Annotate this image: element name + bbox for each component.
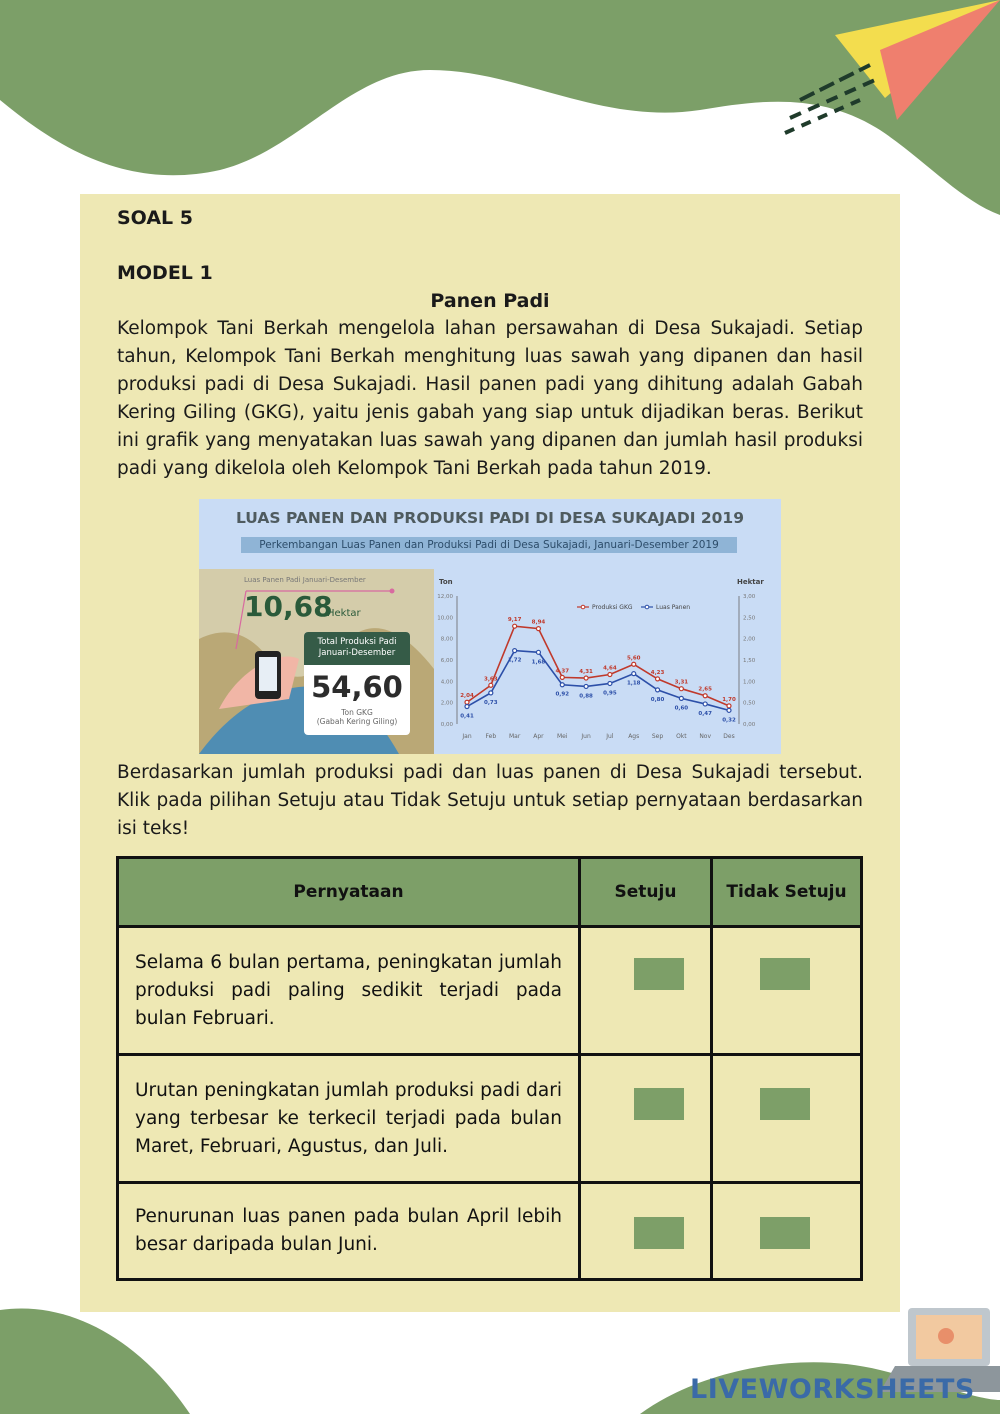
infographic-subtitle: Perkembangan Luas Panen dan Produksi Padi di Desa Sukajadi, Januari-Desember 2019 — [241, 537, 737, 553]
data-point — [632, 662, 636, 666]
data-point — [489, 691, 493, 695]
header-tidak-setuju: Tidak Setuju — [710, 856, 863, 928]
data-label: 0,95 — [603, 690, 617, 697]
passage-title: Panen Padi — [430, 290, 550, 312]
legend-label: Luas Panen — [656, 604, 691, 611]
x-tick-label: Ags — [628, 733, 640, 740]
data-label: 1,68 — [531, 659, 546, 666]
y-left-tick: 4,00 — [440, 679, 453, 686]
data-label: 0,60 — [674, 705, 689, 712]
instruction-text: Berdasarkan jumlah produksi padi dan luas panen di Desa Sukajadi tersebut. Klik pada pilihan Setuju atau Tidak Setuju untuk setiap pernyataan berdasarkan isi teks! — [117, 762, 863, 839]
y-left-tick: 8,00 — [440, 636, 453, 643]
data-label: 0,73 — [484, 699, 498, 706]
tidak-setuju-option-1[interactable] — [760, 958, 810, 990]
data-point — [727, 708, 731, 712]
production-line-chart — [199, 499, 781, 754]
setuju-option-2[interactable] — [634, 1088, 684, 1120]
luas-panen-value: 10,68 — [244, 590, 333, 623]
x-tick-label: Nov — [699, 733, 712, 740]
data-point — [513, 624, 517, 628]
x-tick-label: Mei — [556, 733, 568, 740]
data-point — [584, 676, 588, 680]
y-right-tick: 1,00 — [743, 679, 756, 686]
tidak-setuju-option-2[interactable] — [760, 1088, 810, 1120]
setuju-option-1[interactable] — [634, 958, 684, 990]
soal-label: SOAL 5 — [117, 207, 193, 229]
y-right-tick: 1,50 — [743, 658, 756, 664]
tidak-setuju-cell-3 — [710, 1181, 863, 1281]
data-point — [536, 627, 540, 631]
legend-marker — [645, 605, 649, 609]
setuju-option-3[interactable] — [634, 1217, 684, 1249]
setuju-cell-3 — [578, 1181, 713, 1281]
data-point — [703, 694, 707, 698]
y-left-tick: 2,00 — [440, 700, 453, 707]
header-pernyataan: Pernyataan — [116, 856, 581, 928]
data-point — [727, 704, 731, 708]
produksi-card-header: Total Produksi Padi Januari-Desember — [304, 632, 410, 665]
statement-1: Selama 6 bulan pertama, peningkatan jumlah produksi padi paling sedikit terjadi pada bulan Februari. — [116, 925, 581, 1056]
x-tick-label: Okt — [676, 733, 687, 740]
data-label: 9,17 — [507, 617, 522, 624]
tidak-setuju-cell-1 — [710, 925, 863, 1056]
data-label: 0,47 — [698, 710, 712, 717]
data-point — [656, 688, 660, 692]
statement-2: Urutan peningkatan jumlah produksi padi dari yang terbesar ke terkecil terjadi pada bulan Maret, Februari, Agustus, dan Juli. — [116, 1053, 581, 1184]
data-label: 8,94 — [531, 619, 546, 626]
data-label: 2,04 — [460, 693, 474, 700]
data-label: 1,72 — [507, 657, 522, 664]
y-left-label: Ton — [439, 578, 453, 586]
data-label: 5,60 — [626, 655, 641, 662]
data-point — [656, 677, 660, 681]
x-tick-label: Jul — [606, 733, 614, 740]
data-label: 3,31 — [674, 679, 689, 686]
data-point — [679, 687, 683, 691]
y-right-tick: 3,00 — [743, 594, 756, 600]
header-setuju: Setuju — [578, 856, 713, 928]
x-tick-label: Jun — [581, 733, 591, 740]
y-left-tick: 0,00 — [440, 722, 453, 728]
agreement-table — [116, 856, 863, 1281]
data-label: 0,88 — [579, 693, 593, 700]
x-tick-label: Feb — [485, 733, 497, 740]
luas-panen-label: Luas Panen Padi Januari-Desember — [244, 576, 366, 584]
data-point — [632, 672, 636, 676]
y-right-tick: 2,50 — [743, 615, 756, 622]
series-line-2 — [467, 651, 729, 711]
y-right-tick: 2,00 — [743, 636, 756, 643]
model-label: MODEL 1 — [117, 262, 213, 284]
y-right-tick: 0,00 — [743, 722, 756, 728]
setuju-cell-1 — [578, 925, 713, 1056]
luas-panen-unit: Hektar — [327, 608, 361, 619]
data-point — [489, 683, 493, 687]
x-tick-label: Mar — [508, 733, 521, 740]
infographic — [199, 499, 781, 754]
data-point — [465, 700, 469, 704]
legend-label: Produksi GKG — [592, 604, 633, 611]
data-point — [679, 696, 683, 700]
y-left-tick: 12,00 — [437, 594, 453, 600]
data-point — [536, 650, 540, 654]
data-point — [560, 683, 564, 687]
tidak-setuju-cell-2 — [710, 1053, 863, 1184]
liveworksheets-logo: LIVEWORKSHEETS — [690, 1374, 975, 1405]
data-label: 4,31 — [579, 669, 593, 676]
data-label: 1,18 — [626, 680, 641, 687]
data-point — [465, 705, 469, 709]
data-label: 4,23 — [650, 669, 665, 676]
data-label: 3,63 — [484, 676, 498, 683]
data-point — [608, 673, 612, 677]
data-point — [560, 675, 564, 679]
setuju-cell-2 — [578, 1053, 713, 1184]
legend-marker — [581, 605, 585, 609]
produksi-unit: Ton GKG (Gabah Kering Giling) — [316, 708, 398, 726]
x-tick-label: Jan — [462, 733, 472, 740]
data-label: 0,80 — [650, 696, 665, 703]
y-right-label: Hektar — [737, 578, 764, 586]
data-label: 2,65 — [698, 686, 712, 693]
produksi-value: 54,60 — [311, 670, 403, 704]
data-label: 1,70 — [722, 696, 736, 703]
y-left-tick: 6,00 — [440, 658, 453, 664]
data-label: 4,37 — [555, 668, 570, 675]
data-point — [513, 649, 517, 653]
statement-3: Penurunan luas panen pada bulan April lebih besar daripada bulan Juni. — [116, 1181, 581, 1281]
infographic-title: LUAS PANEN DAN PRODUKSI PADI DI DESA SUKAJADI 2019 — [235, 509, 745, 527]
y-right-tick: 0,50 — [743, 700, 756, 707]
x-tick-label: Des — [723, 733, 735, 740]
data-point — [584, 684, 588, 688]
data-label: 0,41 — [460, 713, 474, 720]
data-label: 0,32 — [722, 717, 736, 724]
x-tick-label: Sep — [651, 733, 664, 740]
y-left-tick: 10,00 — [437, 615, 453, 622]
data-label: 4,64 — [603, 665, 617, 672]
data-label: 0,92 — [555, 691, 570, 698]
data-point — [608, 681, 612, 685]
intro-paragraph: Kelompok Tani Berkah mengelola lahan persawahan di Desa Sukajadi. Setiap tahun, Kelompok Tani Berkah menghitung luas sawah yang dipanen dan hasil produksi padi di Desa Sukajadi. Hasil panen padi yang dihitung adalah Gabah Kering Giling (GKG), yaitu jenis gabah yang siap untuk dijadikan beras. Berikut ini grafik yang menyatakan luas sawah yang dipanen dan jumlah hasil produksi padi yang dikelola oleh Kelompok Tani Berkah pada tahun 2019. — [117, 318, 863, 479]
x-tick-label: Apr — [533, 733, 544, 740]
tidak-setuju-option-3[interactable] — [760, 1217, 810, 1249]
data-point — [703, 702, 707, 706]
